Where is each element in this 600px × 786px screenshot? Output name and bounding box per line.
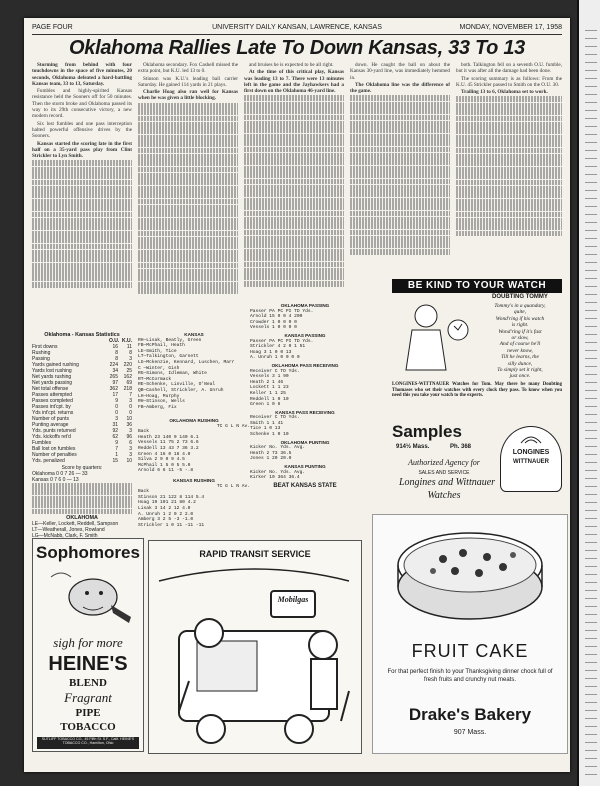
stats-value-ku: 6 xyxy=(129,440,132,446)
receiving-row: Heath 2 1 46 xyxy=(250,379,284,385)
stats-value-ou: 9 xyxy=(115,440,118,446)
adjacent-page-edge xyxy=(577,0,600,786)
service-station-illustration xyxy=(149,561,361,751)
ok-punting-title: OKLAHOMA PUNTING xyxy=(280,439,330,445)
ad-samples-phone: Ph. 368 xyxy=(450,444,472,450)
stats-value-ku: 0 xyxy=(129,404,132,410)
stats-label: Yds int'cpt. returns xyxy=(32,410,74,416)
story-paragraph: both. Talkington fell on a seventh O.U. fumble, but it was after all the damage had been done. xyxy=(456,62,562,75)
ad-samples-addr: 914½ Mass. xyxy=(396,444,430,450)
stats-col-ou: O.U. xyxy=(108,338,120,344)
poem-line: never know, xyxy=(507,347,533,354)
story-column-1 xyxy=(32,62,132,330)
passing-tables xyxy=(250,303,360,539)
stats-value-ou: 17 xyxy=(112,392,118,398)
story-paragraph: Charlie Hoag also ran well for Kansas when he was given a little blocking. xyxy=(138,89,238,102)
ks-rushing-head: TC G L N Av. xyxy=(216,483,250,489)
stats-label: Passes completed xyxy=(32,398,73,404)
punting-row: Kirker 10 364 36.4 xyxy=(250,475,300,481)
passing-row: Arnold 15 9 0 4 200 xyxy=(250,314,303,320)
stats-value-ou: 31 xyxy=(112,422,118,428)
lineup-row: LE—Keller, Lockett, Reddell, Sampson xyxy=(32,520,119,527)
rushing-row: Stinson 21 122 8 114 5.4 xyxy=(138,494,205,500)
stats-label: Yds. kickoffs ret'd xyxy=(32,434,71,440)
stats-value-ku: 3 xyxy=(129,452,132,458)
passing-row: Crowder 1 0 0 0 0 xyxy=(250,319,297,325)
story-column-3 xyxy=(244,62,344,322)
stats-label: Number of penalties xyxy=(32,452,77,458)
badge-wittnauer: WITTNAUER xyxy=(513,459,549,465)
heines-tobacco-ad xyxy=(32,538,144,752)
ks-receiving-head: Receiver C TD Yds. xyxy=(250,415,300,421)
rushing-row: Back xyxy=(138,429,150,435)
poem-line: Wond'ring if it's fast xyxy=(498,328,542,335)
lineup-row: LH—Hoag, Murphy xyxy=(138,393,180,399)
stats-value-ku: 10 xyxy=(126,458,132,464)
stats-label: First downs xyxy=(32,344,58,350)
lineup-row: RH—Stinson, Wells xyxy=(138,399,185,405)
story-column-2 xyxy=(138,62,238,330)
stats-rows xyxy=(32,344,132,464)
stats-label: Passes attempted xyxy=(32,392,73,398)
stats-value-ou: 8 xyxy=(115,356,118,362)
punting-row: Heath 2 73 36.5 xyxy=(250,450,292,456)
story-paragraph: At the time of this critical play, Kansas was leading 13 to 7. There were 13 minutes left in the game and the Jayhawkers had a first down on the Oklahoma 46-yard line. xyxy=(244,69,344,95)
ad-tobacco: TOBACCO xyxy=(60,721,116,733)
passing-row: Strickler 4 2 0 1 51 xyxy=(250,344,306,350)
rushing-row: A. Unruh 1 2 0 2 2.0 xyxy=(138,511,194,517)
ks-punting-head: Kicker No. Yds. Avg. xyxy=(250,469,306,475)
lineup-row: LG—Mckenzie, Kennard, Luschen, Marr xyxy=(138,359,235,365)
stats-label: Rushing xyxy=(32,350,51,356)
stats-value-ku: 69 xyxy=(126,380,132,386)
oklahoma-rushing-table xyxy=(138,418,250,478)
ad-doubting: DOUBTING TOMMY xyxy=(492,294,548,300)
stats-value-ou: 92 xyxy=(112,428,118,434)
passing-row: Hoag 3 1 0 0 13 xyxy=(250,349,292,355)
rushing-row: McPhail 1 5 0 5 5.0 xyxy=(138,462,191,468)
stats-label: Passes int'cpt. by xyxy=(32,404,71,410)
ad-drakes: Drake's Bakery xyxy=(408,705,532,724)
stats-value-ku: 162 xyxy=(123,374,132,380)
stats-value-ou: 8 xyxy=(115,350,118,356)
stats-label: Passing xyxy=(32,356,50,362)
stats-value-ku: 25 xyxy=(126,368,132,374)
poem-line: Tommy's in a quandary, xyxy=(494,303,546,309)
lineup-row: RE—Schenke, Linville, O'Neal xyxy=(138,382,216,388)
rushing-row: Heath 23 140 0 140 6.1 xyxy=(138,434,199,440)
lineup-row: LE—Smith, Tice xyxy=(138,348,177,354)
ad-heines: HEINE'S xyxy=(48,653,128,675)
lineup-row: RT—McCormack xyxy=(138,376,172,382)
stats-label: Yards gained rushing xyxy=(32,362,79,368)
ad-kind-title: BE KIND TO YOUR WATCH xyxy=(392,279,562,293)
kansas-rushing-table xyxy=(138,478,250,538)
main-headline: Oklahoma Rallies Late To Down Kansas, 33 To 13 xyxy=(69,37,525,59)
receiving-row: Keller 1 1 25 xyxy=(250,390,286,396)
stats-value-ou: 62 xyxy=(112,434,118,440)
lineup-row: C —Winter, Gish xyxy=(138,365,180,371)
story-paragraph: Kansas started the scoring late in the first half on a 35-yard pass play from Clint Strickler to Lyn Smith. xyxy=(32,140,132,160)
stats-value-ou: 1 xyxy=(115,452,118,458)
stats-value-ou: 224 xyxy=(109,362,118,368)
fruitcake-icon xyxy=(393,525,547,629)
story-paragraph: The Oklahoma line was the difference of the game. xyxy=(350,81,450,95)
stats-value-ou: 34 xyxy=(112,368,118,374)
drakes-bakery-ad xyxy=(372,514,568,754)
quarters-oklahoma: Oklahoma 0 0 7 26 — 33 xyxy=(32,471,88,477)
ad-longines-line: Longines and Wittnauer xyxy=(398,477,496,488)
poem-line: quite, xyxy=(513,309,527,316)
beat-kansas-state: BEAT KANSAS STATE xyxy=(273,482,337,489)
ad-mobilgas: Mobilgas xyxy=(277,595,309,604)
stats-value-ku: 3 xyxy=(129,446,132,452)
receiving-row: Green 1 0 6 xyxy=(250,402,281,408)
stats-label: Yards lost rushing xyxy=(32,368,72,374)
page-header xyxy=(32,24,562,34)
rushing-row: Back xyxy=(138,489,150,495)
rushing-row: Strickler 1 0 11 -11 -11 xyxy=(138,522,205,528)
ad-fruitcake: FRUIT CAKE xyxy=(411,641,529,661)
lineup-row: LT—Weatherall, Jones, Rowland xyxy=(32,526,105,533)
receiving-row: Lockett 1 1 23 xyxy=(250,385,289,391)
story-paragraph: Oklahoma secondary. Fox Cashell missed the extra point, but K.U. led 13 to 0. xyxy=(138,62,238,75)
story-paragraph: Six lost fumbles and one pass interception halted powerful offensive drives by the Sooners. xyxy=(32,120,132,140)
story-paragraph: Fumbles and highly-spirited Kansas resistance held the Sooners off for 50 minutes. Then the storm broke and Oklahoma passed its way to its 29th consecutive victory, a new modern record. xyxy=(32,88,132,120)
poem-line: And of course he'll xyxy=(499,341,541,348)
ks-rushing-title: KANSAS RUSHING xyxy=(173,478,215,483)
stats-value-ou: 97 xyxy=(112,380,118,386)
stats-label: Ball lost on fumbles xyxy=(32,446,76,452)
ad-rapid-title: RAPID TRANSIT SERVICE xyxy=(199,549,311,559)
ks-punting-title: KANSAS PUNTING xyxy=(284,464,326,470)
ad-fruit-sub: For that perfect finish to your Thanksgiving dinner chock full of fresh fruits and crunchy nut meats. xyxy=(387,669,553,683)
passing-row: Vessels 1 0 0 0 0 xyxy=(250,325,297,331)
stats-label: Number of punts xyxy=(32,416,69,422)
stats-value-ku: 0 xyxy=(129,410,132,416)
stats-value-ou: 265 xyxy=(109,374,118,380)
receiving-row: Smith 1 1 41 xyxy=(250,420,284,426)
ad-kind-body: LONGINES-WITTNAUER Watches for Tom. May there be many Doubting Thomases who set their watches with every clock they pass. To know when you need this you take your watch to the experts. xyxy=(392,382,562,399)
pipe-icon xyxy=(41,567,135,631)
story-column-5 xyxy=(456,62,562,274)
header-rule xyxy=(32,34,562,35)
samples-jewelers-ad xyxy=(392,420,562,506)
ad-watches: Watches xyxy=(427,490,461,501)
stats-title: Oklahoma - Kansas Statistics xyxy=(44,332,120,338)
stats-value-ou: 15 xyxy=(112,458,118,464)
ad-sophomores: Sophomores xyxy=(36,543,140,562)
stats-value-ku: 3 xyxy=(129,398,132,404)
lineup-row: FB—Amberg, Fix xyxy=(138,404,177,410)
paper-title: UNIVERSITY DAILY KANSAN, LAWRENCE, KANSAS xyxy=(212,24,382,31)
story-lead: Storming from behind with four touchdowns in the space of five minutes, 20 seconds, Oklahoma defeated a hard-battling Kansas team, 33 to 13, Saturday. xyxy=(32,62,132,87)
stats-value-ku: 96 xyxy=(126,434,132,440)
stats-value-ku: 218 xyxy=(123,386,132,392)
game-statistics xyxy=(32,332,132,538)
rushing-row: Green 4 16 0 16 4.0 xyxy=(138,451,191,457)
ad-sales-service: SALES AND SERVICE xyxy=(418,470,470,476)
stats-row xyxy=(32,458,132,464)
rushing-row: Lisak 3 14 2 12 4.0 xyxy=(138,505,191,511)
story-paragraph: Stinson was K.U.'s leading ball carrier Saturday. He gained 114 yards in 21 plays. xyxy=(138,75,238,88)
watch-ad-body xyxy=(392,294,562,418)
stats-value-ou: 7 xyxy=(115,446,118,452)
poem-line: To simply set it right, xyxy=(497,367,543,374)
stats-value-ku: 7 xyxy=(129,392,132,398)
poem-line: just once. xyxy=(509,373,531,380)
lineup-row: QB—Cashell, Strickler, A. Unruh xyxy=(138,387,224,393)
rushing-row: Hoag 19 101 21 80 4.2 xyxy=(138,500,196,506)
stats-value-ou: 0 xyxy=(115,404,118,410)
ad-fragrant: Fragrant xyxy=(64,690,112,705)
stats-value-ku: 3 xyxy=(129,428,132,434)
stats-value-ku: 220 xyxy=(123,362,132,368)
lineup-row: LT—Talkington, Garnett xyxy=(138,354,199,360)
stats-value-ku: 8 xyxy=(129,350,132,356)
lineup-row: RG—Simons, Idleman, White xyxy=(138,371,207,377)
stats-value-ou: 9 xyxy=(115,398,118,404)
receiving-row: Tice 1 0 13 xyxy=(250,426,281,432)
ad-samples: Samples xyxy=(392,422,462,441)
watch-cartoon-icon xyxy=(392,300,472,374)
ks-receiving-title: KANSAS PASS RECEIVING xyxy=(275,409,335,415)
stats-label: Punting average xyxy=(32,422,69,428)
lineup-row: RH—Lisak, Beatly, Green xyxy=(138,337,202,343)
stats-values xyxy=(104,458,132,464)
stats-value-ou: 0 xyxy=(115,410,118,416)
rushing-row: Vessels 11 75 2 73 6.6 xyxy=(138,440,199,446)
poem-line: Till he learns, the xyxy=(501,354,539,361)
ad-heines-footer: SUTLIFF TOBACCO CO., 45 Fifth St. S.F., Calif. HEINE'S TOBACCO CO., Hamilton, Ohio xyxy=(37,737,139,749)
quarters-kansas: Kansas 0 7 6 0 — 13 xyxy=(32,477,79,483)
story-paragraph: and bruises he is expected to be all right. xyxy=(249,62,334,68)
rushing-row: Amberg 3 2 5 -3 -1.0 xyxy=(138,517,194,523)
kansas-lineup-title: KANSAS xyxy=(184,332,204,337)
poem-line: is right. xyxy=(511,322,529,329)
poem-line: or slow, xyxy=(511,335,529,342)
stats-label: Yds. penalized xyxy=(32,458,65,464)
wings-icon xyxy=(519,431,543,447)
ok-receiving-title: OKLAHOMA PASS RECEIVING xyxy=(271,362,339,368)
receiving-row: Schenke 1 0 10 xyxy=(250,432,289,438)
ad-authorized: Authorized Agency for xyxy=(408,458,480,467)
stats-value-ou: 16 xyxy=(112,344,118,350)
stats-label: Net yards passing xyxy=(32,380,73,386)
issue-date: MONDAY, NOVEMBER 17, 1958 xyxy=(459,24,562,31)
ad-sigh: sigh for more xyxy=(53,635,123,650)
stats-value-ou: 362 xyxy=(109,386,118,392)
ok-passing-head: Passer PA PC PI TD Yds. xyxy=(250,308,314,314)
ok-rushing-title: OKLAHOMA RUSHING xyxy=(169,418,219,423)
oklahoma-lineup xyxy=(32,521,132,538)
stats-value-ku: 36 xyxy=(126,422,132,428)
lineup-row: LG—McNabb, Clark, F. Smith xyxy=(32,532,98,538)
newspaper-page xyxy=(24,18,570,772)
stats-value-ku: 3 xyxy=(129,356,132,362)
ok-passing-title: OKLAHOMA PASSING xyxy=(280,303,330,308)
poem-line: silly dunce, xyxy=(507,360,533,367)
story-column-4 xyxy=(350,62,450,274)
receiving-row: Vessels 3 1 90 xyxy=(250,374,289,380)
ks-passing-head: Passer PA PC PI TD Yds. xyxy=(250,338,314,344)
ad-blend: BLEND xyxy=(69,677,107,689)
page-number: PAGE FOUR xyxy=(32,24,73,31)
stats-label: Net total offense xyxy=(32,386,69,392)
ks-passing-title: KANSAS PASSING xyxy=(284,332,326,338)
badge-longines: LONGINES xyxy=(512,449,550,456)
ok-receiving-head: Receiver C TD Yds. xyxy=(250,368,300,374)
story-paragraph: Trailing 13 to 6, Oklahoma set to work. xyxy=(461,89,548,96)
ok-rushing-head: TC G L N Av. xyxy=(216,423,250,429)
longines-badge xyxy=(500,426,562,492)
lineups-title: OKLAHOMA xyxy=(66,514,98,521)
passing-row: A. Unruh 1 0 0 0 0 xyxy=(250,355,300,361)
rushing-row: Reddell 13 43 7 36 3.2 xyxy=(138,445,199,451)
rushing-row: Arnold 6 6 11 -5 -.8 xyxy=(138,468,194,474)
poem-line: Wond'ring if his watch xyxy=(495,315,545,322)
rushing-row: Silva 2 9 0 9 4.5 xyxy=(138,457,185,463)
ad-drakes-addr: 907 Mass. xyxy=(453,729,487,736)
stats-col-ku: K.U. xyxy=(122,338,132,344)
punting-row: Jones 1 20 20.0 xyxy=(250,456,292,462)
receiving-row: Reddell 1 0 10 xyxy=(250,396,289,402)
stats-label: Fumbles xyxy=(32,440,52,446)
ok-punting-head: Kicker No. Yds. Avg. xyxy=(250,445,306,451)
rapid-transit-ad xyxy=(148,540,362,754)
quarters-title: Score by quarters: xyxy=(61,465,103,471)
stats-label: Yds. punts returned xyxy=(32,428,76,434)
stats-value-ku: 10 xyxy=(126,416,132,422)
stats-value-ou: 3 xyxy=(115,416,118,422)
ad-pipe: PIPE xyxy=(75,707,101,719)
stats-label: Net yards rushing xyxy=(32,374,72,380)
stats-value-ku: 11 xyxy=(126,344,132,350)
lineup-row: FB—McPhail, Heath xyxy=(138,343,185,349)
story-paragraph: The scoring summary is as follows: From the K.U. 45 Strickler passed to Smith on the O.U. 30. xyxy=(456,75,562,88)
watch-poem xyxy=(478,303,562,380)
story-paragraph: down. He caught the ball on about the Kansas 30-yard line, was immediately hemmed in. xyxy=(350,62,450,81)
